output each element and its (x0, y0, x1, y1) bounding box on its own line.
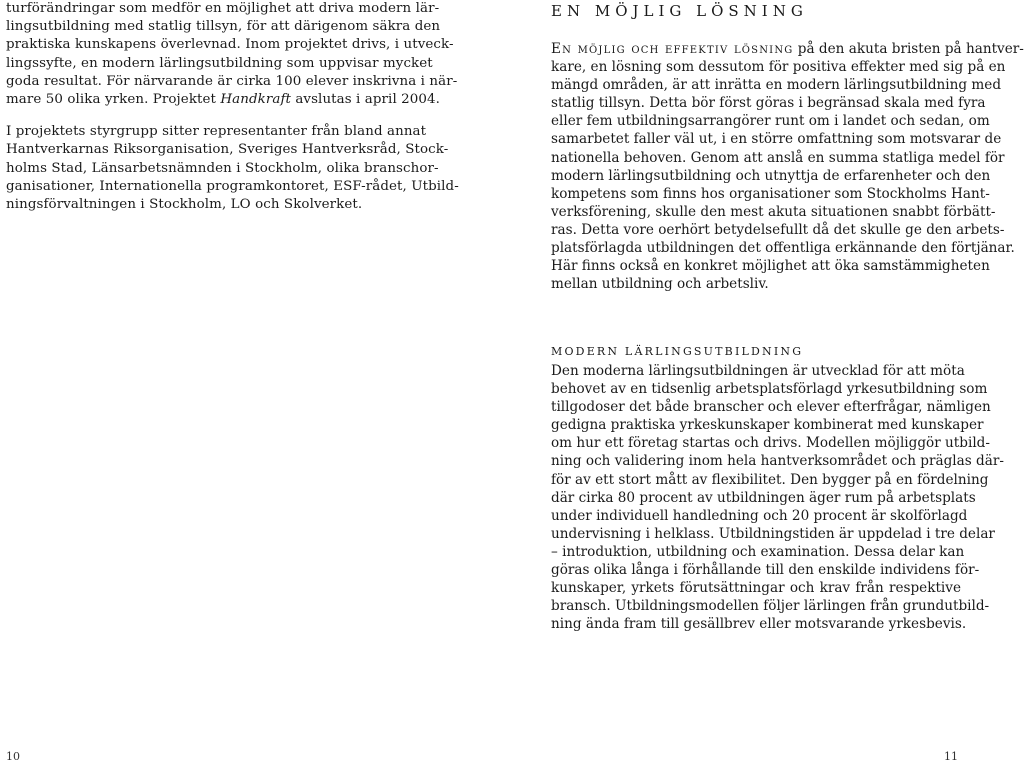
text-line: Här finns också en konkret möjlighet att öka samstämmigheten (551, 258, 990, 275)
text-line: ning och validering inom hela hantverksområdet och präglas där- (551, 453, 1004, 470)
text-line: kare, en lösning som dessutom för positiva effekter med sig på en (551, 59, 1006, 76)
text-line: mängd områden, är att inrätta en modern lärlingsutbildning med (551, 77, 1002, 94)
text-line: undervisning i helklass. Utbildningstiden är uppdelad i tre delar (551, 525, 995, 542)
lead-in: En möjlig och effektiv lösning (551, 41, 794, 57)
page-number-right: 11 (944, 750, 958, 763)
text-run: på den akuta bristen på hantver- (793, 41, 1024, 57)
text-line: behovet av en tidsenlig arbetsplatsförlagd yrkesutbildning som (551, 381, 988, 398)
text-line: platsförlagda utbildningen det offentliga erkännande den förtjänar. (551, 240, 1015, 257)
text-line: Hantverkarnas Riksorganisation, Sveriges Hantverksråd, Stock- (6, 142, 449, 158)
text-line: Den moderna lärlingsutbildningen är utvecklad för att möta (551, 363, 965, 379)
text-line: ganisationer, Internationella programkontoret, ESF-rådet, Utbild- (6, 178, 459, 194)
text-line: mellan utbildning och arbetsliv. (551, 276, 769, 293)
text-line: statlig tillsyn. Detta bör först göras i begränsad skala med fyra (551, 95, 986, 112)
text-line: kunskaper, yrkets förutsättningar och krav från respektive (551, 580, 961, 597)
section-heading: MODERN LÄRLINGSUTBILDNING (551, 345, 804, 358)
project-name: Handkraft (220, 92, 291, 108)
text-line: verksförening, skulle den mest akuta situationen snabbt förbätt- (551, 203, 996, 220)
text-line: ras. Detta vore oerhört betydelsefullt då det skulle ge den arbets- (551, 221, 1005, 238)
text-line: göras olika långa i förhållande till den enskilde individens för- (551, 562, 980, 579)
text-line: bransch. Utbildningsmodellen följer lärlingen från grundutbild- (551, 598, 990, 615)
section-modern-apprenticeship (551, 345, 1004, 633)
text-line: goda resultat. För närvarande är cirka 100 elever inskrivna i när- (6, 73, 458, 89)
section-body (551, 40, 1024, 293)
text-line: lingsutbildning med statlig tillsyn, för att därigenom säkra den (6, 19, 441, 35)
text-line: där cirka 80 procent av utbildningen äger rum på arbetsplats (551, 489, 976, 506)
text-line (551, 40, 1024, 58)
text-line: holms Stad, Länsarbetsnämnden i Stockholm, olika branschor- (6, 160, 439, 176)
text-line: nationella behoven. Genom att anslå en summa statliga medel för (551, 149, 1005, 166)
text-line: om hur ett företag startas och drivs. Modellen möjliggör utbild- (551, 435, 990, 452)
section-heading: EN MÖJLIG LÖSNING (551, 2, 808, 20)
text-line: samarbetet faller väl ut, i en större omfattning som motsvarar de (551, 131, 1002, 148)
page-number-left: 10 (6, 750, 20, 763)
text-line (6, 91, 441, 109)
paragraph-gap (6, 109, 410, 123)
text-line: turförändringar som medför en möjlighet att driva modern lär- (6, 1, 440, 16)
text-line: tillgodoser det både branscher och elever efterfrågar, nämligen (551, 399, 991, 416)
section-possible-solution (551, 2, 1024, 293)
text-line: för av ett stort mått av flexibilitet. Den bygger på en fördelning (551, 471, 989, 488)
left-column (6, 0, 459, 214)
text-line: ning ända fram till gesällbrev eller motsvarande yrkesbevis. (551, 616, 967, 633)
left-paragraph-1 (6, 0, 458, 109)
text-run: mare 50 olika yrken. Projektet (6, 92, 221, 108)
left-paragraph-2 (6, 123, 459, 214)
text-line: I projektets styrgrupp sitter representanter från bland annat (6, 124, 427, 140)
text-run: avslutas i april 2004. (290, 92, 441, 108)
text-line: praktiska kunskapens överlevnad. Inom projektet drivs, i utveck- (6, 37, 454, 53)
text-line: ningsförvaltningen i Stockholm, LO och Skolverket. (6, 197, 363, 213)
section-body (551, 362, 1004, 633)
text-line: – introduktion, utbildning och examination. Dessa delar kan (551, 543, 965, 560)
text-line: kompetens som finns hos organisationer som Stockholms Hant- (551, 185, 990, 202)
text-line: lingssyfte, en modern lärlingsutbildning som uppvisar mycket (6, 55, 433, 71)
text-line: eller fem utbildningsarrangörer runt om i landet och sedan, om (551, 113, 990, 130)
text-line: modern lärlingsutbildning och utnyttja de erfarenheter och den (551, 167, 991, 184)
text-line: under individuell handledning och 20 procent är skolförlagd (551, 507, 968, 524)
text-line: gedigna praktiska yrkeskunskaper kombinerat med kunskaper (551, 417, 984, 434)
